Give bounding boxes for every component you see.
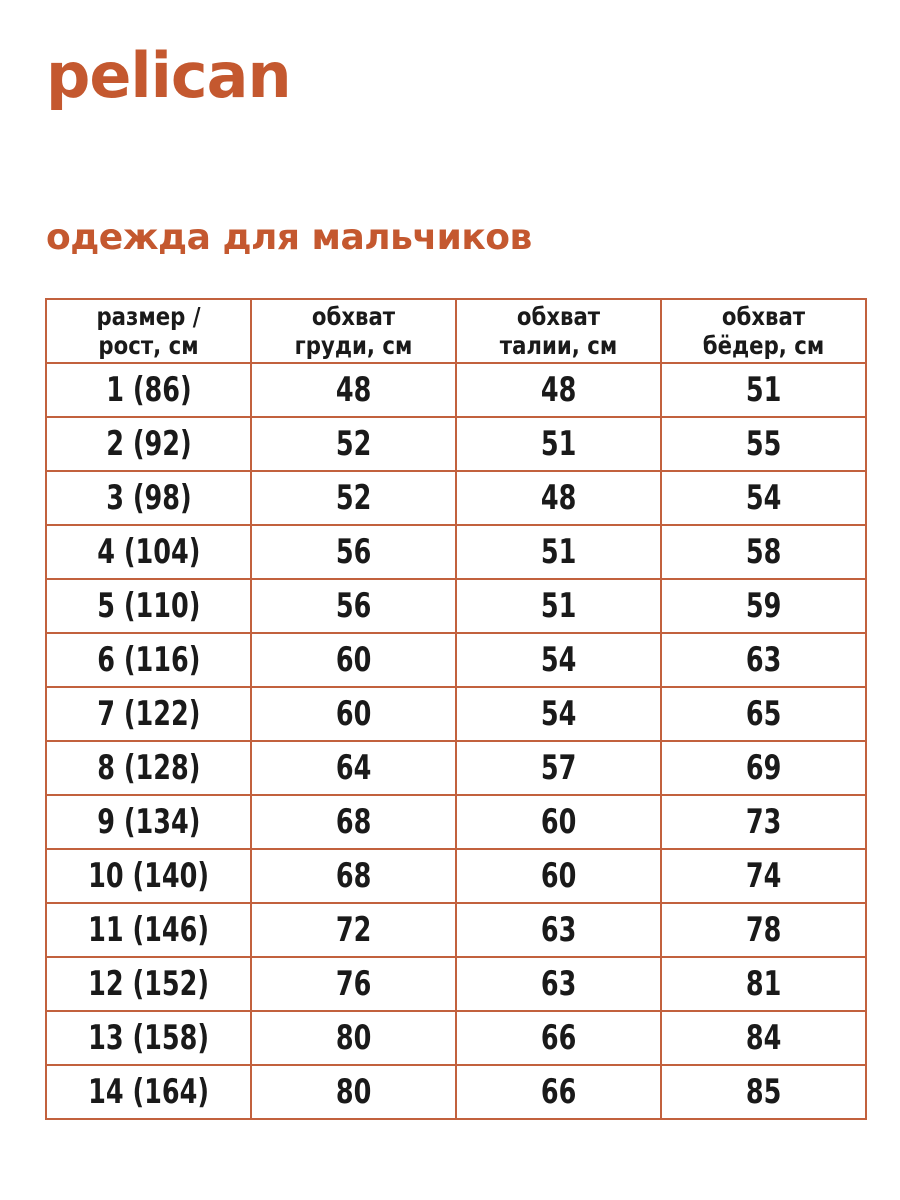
hips-cell	[661, 417, 866, 471]
column-header-line: рост, см	[98, 331, 199, 360]
cell-value: 8 (128)	[96, 748, 201, 788]
chest-cell	[251, 903, 456, 957]
hips-cell	[661, 957, 866, 1011]
size-cell	[46, 525, 251, 579]
column-header-waist	[456, 299, 661, 363]
table-row	[46, 903, 866, 957]
hips-cell	[661, 741, 866, 795]
size-cell	[46, 687, 251, 741]
cell-value: 73	[745, 802, 782, 842]
chest-cell	[251, 579, 456, 633]
cell-value: 13 (158)	[88, 1018, 209, 1058]
cell-value: 74	[745, 856, 782, 896]
cell-value: 66	[540, 1072, 577, 1112]
column-header-hips	[661, 299, 866, 363]
hips-cell	[661, 1065, 866, 1119]
hips-cell	[661, 687, 866, 741]
cell-value: 12 (152)	[88, 964, 209, 1004]
cell-value: 76	[335, 964, 372, 1004]
table-row	[46, 741, 866, 795]
cell-value: 54	[745, 478, 782, 518]
column-header-line: талии, см	[499, 331, 618, 360]
waist-cell	[456, 471, 661, 525]
size-cell	[46, 741, 251, 795]
table-header-row	[46, 299, 866, 363]
cell-value: 4 (104)	[96, 532, 201, 572]
cell-value: 60	[335, 640, 372, 680]
size-table-body	[46, 363, 866, 1119]
waist-cell	[456, 1065, 661, 1119]
waist-cell	[456, 957, 661, 1011]
cell-value: 52	[335, 478, 372, 518]
cell-value: 51	[745, 370, 782, 410]
column-header-line: обхват	[516, 302, 601, 331]
chest-cell	[251, 1011, 456, 1065]
size-cell	[46, 633, 251, 687]
waist-cell	[456, 525, 661, 579]
cell-value: 51	[540, 586, 577, 626]
chest-cell	[251, 363, 456, 417]
size-cell	[46, 1011, 251, 1065]
chest-cell	[251, 471, 456, 525]
cell-value: 5 (110)	[96, 586, 201, 626]
size-cell	[46, 363, 251, 417]
size-cell	[46, 957, 251, 1011]
waist-cell	[456, 417, 661, 471]
chest-cell	[251, 957, 456, 1011]
hips-cell	[661, 1011, 866, 1065]
cell-value: 68	[335, 856, 372, 896]
hips-cell	[661, 471, 866, 525]
waist-cell	[456, 579, 661, 633]
column-header-line: обхват	[311, 302, 396, 331]
cell-value: 80	[335, 1072, 372, 1112]
column-header-chest	[251, 299, 456, 363]
cell-value: 63	[540, 910, 577, 950]
cell-value: 57	[540, 748, 577, 788]
table-row	[46, 795, 866, 849]
chest-cell	[251, 633, 456, 687]
cell-value: 60	[540, 802, 577, 842]
size-cell	[46, 579, 251, 633]
hips-cell	[661, 525, 866, 579]
column-header-size	[46, 299, 251, 363]
hips-cell	[661, 903, 866, 957]
cell-value: 66	[540, 1018, 577, 1058]
cell-value: 54	[540, 694, 577, 734]
cell-value: 14 (164)	[88, 1072, 209, 1112]
cell-value: 60	[335, 694, 372, 734]
size-cell	[46, 849, 251, 903]
chest-cell	[251, 795, 456, 849]
waist-cell	[456, 741, 661, 795]
cell-value: 10 (140)	[88, 856, 209, 896]
hips-cell	[661, 795, 866, 849]
size-table	[45, 298, 867, 1120]
cell-value: 59	[745, 586, 782, 626]
cell-value: 78	[745, 910, 782, 950]
pelican-logo: pelican	[46, 39, 291, 112]
cell-value: 63	[745, 640, 782, 680]
column-header-line: обхват	[721, 302, 806, 331]
cell-value: 63	[540, 964, 577, 1004]
cell-value: 56	[335, 586, 372, 626]
table-row	[46, 1011, 866, 1065]
cell-value: 68	[335, 802, 372, 842]
hips-cell	[661, 633, 866, 687]
size-cell	[46, 417, 251, 471]
column-header-line: груди, см	[294, 331, 413, 360]
size-cell	[46, 1065, 251, 1119]
waist-cell	[456, 1011, 661, 1065]
waist-cell	[456, 633, 661, 687]
cell-value: 51	[540, 424, 577, 464]
cell-value: 81	[745, 964, 782, 1004]
page-title: одежда для мальчиков	[46, 217, 532, 258]
cell-value: 9 (134)	[96, 802, 201, 842]
waist-cell	[456, 849, 661, 903]
waist-cell	[456, 795, 661, 849]
cell-value: 6 (116)	[96, 640, 201, 680]
table-row	[46, 687, 866, 741]
chest-cell	[251, 741, 456, 795]
cell-value: 48	[540, 370, 577, 410]
cell-value: 69	[745, 748, 782, 788]
cell-value: 2 (92)	[105, 424, 192, 464]
cell-value: 84	[745, 1018, 782, 1058]
cell-value: 58	[745, 532, 782, 572]
table-row	[46, 957, 866, 1011]
cell-value: 55	[745, 424, 782, 464]
cell-value: 11 (146)	[88, 910, 209, 950]
cell-value: 65	[745, 694, 782, 734]
cell-value: 60	[540, 856, 577, 896]
table-row	[46, 633, 866, 687]
column-header-line: размер /	[96, 302, 201, 331]
cell-value: 56	[335, 532, 372, 572]
table-row	[46, 579, 866, 633]
column-header-line: бёдер, см	[702, 331, 825, 360]
cell-value: 3 (98)	[105, 478, 192, 518]
cell-value: 7 (122)	[96, 694, 201, 734]
chest-cell	[251, 1065, 456, 1119]
hips-cell	[661, 579, 866, 633]
waist-cell	[456, 903, 661, 957]
cell-value: 64	[335, 748, 372, 788]
waist-cell	[456, 363, 661, 417]
chest-cell	[251, 417, 456, 471]
hips-cell	[661, 849, 866, 903]
cell-value: 80	[335, 1018, 372, 1058]
table-row	[46, 417, 866, 471]
cell-value: 51	[540, 532, 577, 572]
cell-value: 48	[335, 370, 372, 410]
cell-value: 85	[745, 1072, 782, 1112]
cell-value: 1 (86)	[105, 370, 192, 410]
table-row	[46, 471, 866, 525]
table-row	[46, 849, 866, 903]
size-cell	[46, 471, 251, 525]
hips-cell	[661, 363, 866, 417]
cell-value: 48	[540, 478, 577, 518]
chest-cell	[251, 849, 456, 903]
size-cell	[46, 903, 251, 957]
table-row	[46, 525, 866, 579]
table-row	[46, 1065, 866, 1119]
cell-value: 52	[335, 424, 372, 464]
chest-cell	[251, 687, 456, 741]
table-row	[46, 363, 866, 417]
chest-cell	[251, 525, 456, 579]
size-cell	[46, 795, 251, 849]
cell-value: 72	[335, 910, 372, 950]
waist-cell	[456, 687, 661, 741]
size-table-container	[45, 298, 867, 1120]
cell-value: 54	[540, 640, 577, 680]
